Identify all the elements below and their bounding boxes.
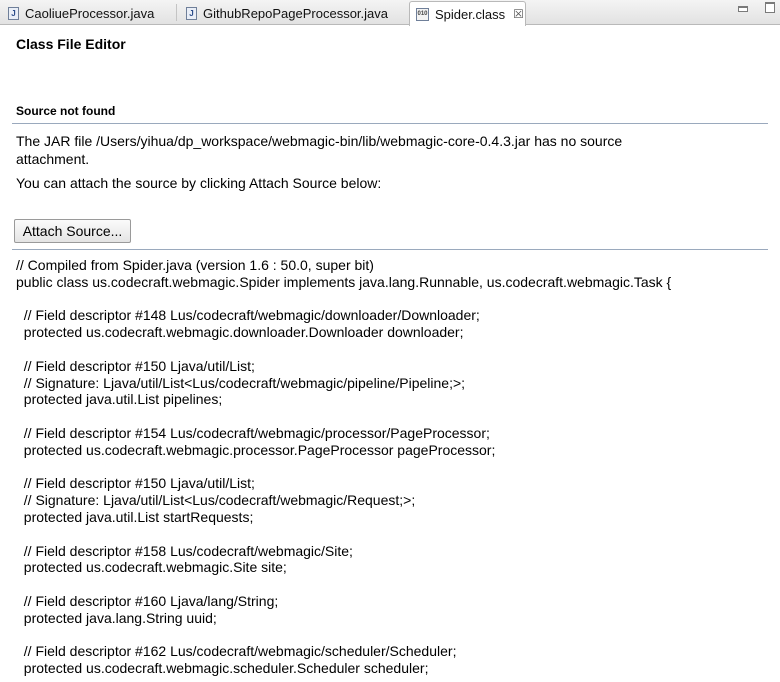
code-line: // Field descriptor #148 Lus/codecraft/webmagic/downloader/Downloader; <box>16 307 480 324</box>
tab-spider-class[interactable] <box>409 1 526 26</box>
code-line <box>16 526 776 543</box>
code-divider <box>12 249 768 250</box>
code-line <box>16 627 776 644</box>
tab-github-repo-page-processor[interactable] <box>180 1 405 25</box>
code-line: protected us.codecraft.webmagic.processor.PageProcessor pageProcessor; <box>16 441 496 458</box>
code-line: public class us.codecraft.webmagic.Spider implements java.lang.Runnable, us.codecraft.webmagic.Task { <box>16 273 672 290</box>
code-line: // Field descriptor #162 Lus/codecraft/webmagic/scheduler/Scheduler; <box>16 643 457 660</box>
tab-label: GithubRepoPageProcessor.java <box>203 5 389 21</box>
code-line: // Signature: Ljava/util/List<Lus/codecraft/webmagic/pipeline/Pipeline;>; <box>16 374 466 391</box>
code-line: // Field descriptor #158 Lus/codecraft/webmagic/Site; <box>16 542 353 559</box>
editor-tab-bar <box>0 0 780 25</box>
tab-label: CaoliueProcessor.java <box>25 5 155 21</box>
code-line: // Field descriptor #150 Ljava/util/List; <box>16 357 255 374</box>
code-line: protected us.codecraft.webmagic.Site site; <box>16 559 287 576</box>
code-line <box>16 341 776 358</box>
close-icon[interactable]: ☒ <box>513 7 524 21</box>
code-line: // Compiled from Spider.java (version 1.6 : 50.0, super bit) <box>16 257 374 273</box>
code-line <box>16 408 776 425</box>
code-line: protected java.lang.String uuid; <box>16 609 217 626</box>
class-file-editor <box>0 25 780 682</box>
minimize-icon[interactable] <box>738 6 748 12</box>
code-line: protected us.codecraft.webmagic.scheduler.Scheduler scheduler; <box>16 660 429 677</box>
message-line: The JAR file /Users/yihua/dp_workspace/webmagic-bin/lib/webmagic-core-0.4.3.jar has no source <box>16 133 623 149</box>
decompiled-code-view[interactable] <box>16 257 776 677</box>
code-line: protected java.util.List startRequests; <box>16 508 254 525</box>
code-line: // Field descriptor #150 Ljava/util/List; <box>16 475 255 492</box>
attach-source-button[interactable]: Attach Source... <box>14 219 131 243</box>
code-line <box>16 459 776 476</box>
code-line: protected us.codecraft.webmagic.downloader.Downloader downloader; <box>16 324 464 341</box>
code-line <box>16 576 776 593</box>
java-file-icon: J <box>8 7 19 20</box>
message-line: You can attach the source by clicking Attach Source below: <box>16 175 382 191</box>
section-title: Source not found <box>16 104 116 118</box>
tab-caoliue-processor[interactable] <box>2 1 172 25</box>
code-line: // Field descriptor #154 Lus/codecraft/webmagic/processor/PageProcessor; <box>16 424 490 441</box>
class-file-icon: 010 <box>416 8 429 21</box>
message-line: attachment. <box>16 151 90 167</box>
code-line <box>16 291 776 308</box>
code-line: // Field descriptor #160 Ljava/lang/String; <box>16 592 279 609</box>
page-title: Class File Editor <box>16 36 126 52</box>
java-file-icon: J <box>186 7 197 20</box>
tab-label: Spider.class <box>435 6 506 22</box>
code-line: protected java.util.List pipelines; <box>16 391 223 408</box>
tab-divider <box>176 4 177 21</box>
code-line: // Signature: Ljava/util/List<Lus/codecraft/webmagic/Request;>; <box>16 492 416 509</box>
section-divider <box>12 123 768 124</box>
maximize-icon[interactable] <box>765 2 775 13</box>
